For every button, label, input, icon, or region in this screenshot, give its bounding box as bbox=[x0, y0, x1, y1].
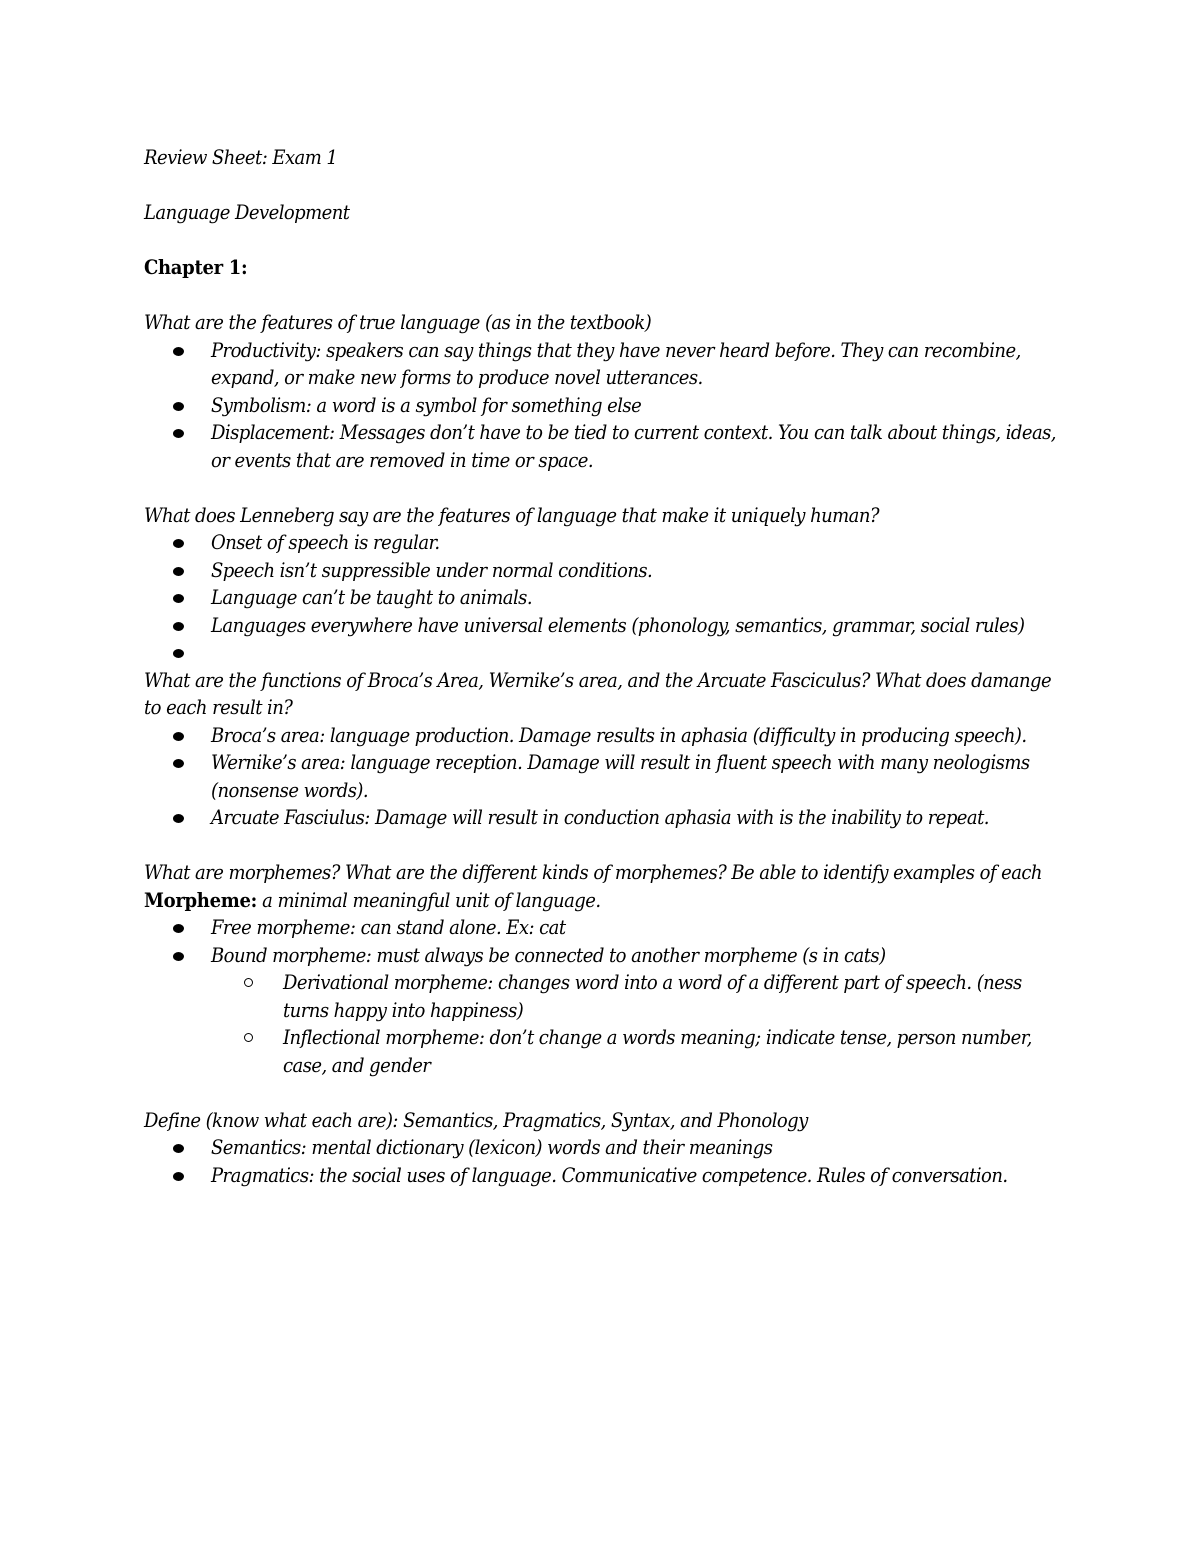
spacer bbox=[144, 1079, 1064, 1107]
bullet-icon bbox=[173, 429, 184, 438]
list-item bbox=[211, 804, 1064, 832]
spacer bbox=[144, 474, 1064, 502]
bullet-icon bbox=[173, 622, 184, 631]
spacer bbox=[144, 227, 1064, 255]
list-item-text: Onset of speech is regular. bbox=[211, 530, 440, 554]
list-item bbox=[211, 1134, 1064, 1162]
question-define: Define (know what each are): Semantics, Pragmatics, Syntax, and Phonology bbox=[144, 1107, 808, 1132]
bullet-icon bbox=[173, 347, 184, 356]
bullet-icon bbox=[173, 567, 184, 576]
list-item bbox=[211, 749, 1064, 804]
question-features: What are the features of true language (as in the textbook) bbox=[144, 310, 652, 334]
list-item-text: Arcuate Fasciulus: Damage will result in conduction aphasia with is the inability to repeat. bbox=[211, 805, 989, 829]
list-item-text: Language can’t be taught to animals. bbox=[211, 585, 532, 609]
list-item-text: Pragmatics: the social uses of language. Communicative competence. Rules of conversation. bbox=[211, 1162, 1008, 1187]
question-brain-areas: What are the functions of Broca’s Area, Wernike’s area, and the Arcuate Fasciculus? What does damange to each result in? bbox=[144, 667, 1052, 719]
sub-list-item bbox=[283, 1024, 1064, 1079]
list-item-text: Semantics: mental dictionary (lexicon) words and their meanings bbox=[211, 1135, 773, 1159]
spacer bbox=[144, 172, 1064, 200]
bullet-icon bbox=[173, 649, 184, 658]
brain-areas-list bbox=[144, 722, 1064, 832]
list-item bbox=[211, 722, 1064, 750]
document-title: Review Sheet: Exam 1 bbox=[144, 145, 338, 169]
definition-text: a minimal meaningful unit of language. bbox=[256, 887, 601, 912]
bullet-icon bbox=[173, 814, 184, 823]
bullet-icon bbox=[173, 539, 184, 548]
spacer bbox=[144, 832, 1064, 860]
list-item bbox=[211, 914, 1064, 942]
bullet-icon bbox=[173, 732, 184, 741]
list-item bbox=[211, 392, 1064, 420]
lenneberg-list bbox=[144, 529, 1064, 667]
list-item-text: Speech isn’t suppressible under normal conditions. bbox=[211, 557, 653, 582]
list-item-text: Productivity: speakers can say things that they have never heard before. They can recombine, expand, or make new forms to produce novel utterances. bbox=[211, 337, 1021, 389]
course-name: Language Development bbox=[144, 200, 350, 224]
morpheme-definition bbox=[144, 887, 1064, 915]
definition-term: Morpheme: bbox=[144, 887, 257, 912]
list-item bbox=[211, 1162, 1064, 1190]
bullet-icon bbox=[173, 759, 184, 768]
list-item-text: Free morpheme: can stand alone. Ex: cat bbox=[211, 915, 566, 939]
list-item-text: Symbolism: a word is a symbol for something else bbox=[211, 392, 642, 417]
hollow-bullet-icon bbox=[244, 978, 253, 987]
sub-list-item-text: Derivational morpheme: changes word into a word of a different part of speech. (ness turns happy into happiness) bbox=[283, 970, 1022, 1022]
list-item bbox=[211, 942, 1064, 1080]
list-item-empty bbox=[211, 639, 1064, 667]
list-item bbox=[211, 584, 1064, 612]
list-item-text: Broca’s area: language production. Damage results in aphasia (difficulty in producing speech). bbox=[211, 722, 1027, 747]
bullet-icon bbox=[173, 924, 184, 933]
spacer bbox=[144, 282, 1064, 310]
chapter-heading: Chapter 1: bbox=[144, 255, 248, 279]
bullet-icon bbox=[173, 1172, 184, 1181]
bullet-icon bbox=[173, 1144, 184, 1153]
question-lenneberg: What does Lenneberg say are the features of language that make it uniquely human? bbox=[144, 502, 879, 527]
list-item bbox=[211, 612, 1064, 640]
bullet-icon bbox=[173, 594, 184, 603]
list-item-text: Languages everywhere have universal elements (phonology, semantics, grammar, social rules) bbox=[211, 612, 1025, 637]
question-morphemes: What are morphemes? What are the different kinds of morphemes? Be able to identify examples of each bbox=[144, 860, 1042, 884]
list-item-text: Bound morpheme: must always be connected to another morpheme (s in cats) bbox=[211, 942, 886, 967]
document-page bbox=[144, 144, 1064, 1189]
list-item-text: Displacement: Messages don’t have to be tied to current context. You can talk about things, ideas, or events that are removed in time or space. bbox=[211, 420, 1056, 472]
bullet-icon bbox=[173, 952, 184, 961]
list-item bbox=[211, 529, 1064, 557]
define-list bbox=[144, 1134, 1064, 1189]
hollow-bullet-icon bbox=[244, 1033, 253, 1042]
features-list bbox=[144, 337, 1064, 475]
list-item bbox=[211, 337, 1064, 392]
bound-morpheme-sublist bbox=[211, 969, 1064, 1079]
sub-list-item-text: Inflectional morpheme: don’t change a words meaning; indicate tense, person number, case, and gender bbox=[283, 1025, 1032, 1077]
bullet-icon bbox=[173, 402, 184, 411]
list-item-text: Wernike’s area: language reception. Damage will result in fluent speech with many neologisms (nonsense words). bbox=[211, 750, 1030, 802]
morphemes-list bbox=[144, 914, 1064, 1079]
list-item bbox=[211, 557, 1064, 585]
sub-list-item bbox=[283, 969, 1064, 1024]
list-item bbox=[211, 419, 1064, 474]
